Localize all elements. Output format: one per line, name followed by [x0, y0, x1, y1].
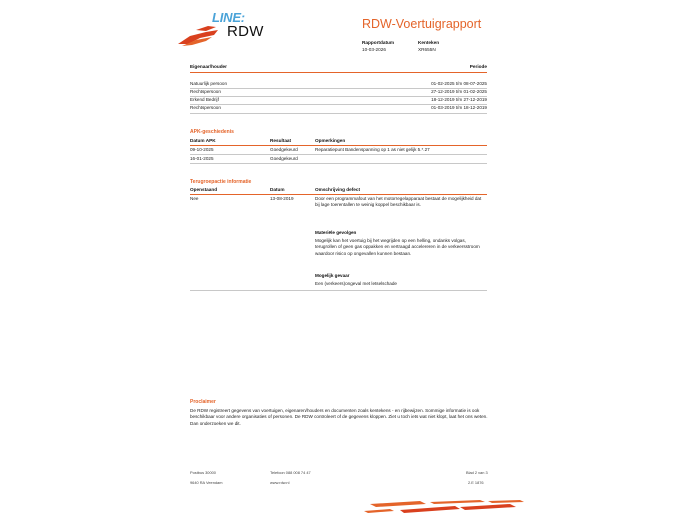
- plate-value: XR655N: [418, 47, 436, 52]
- owner-type: Rechtspersoon: [190, 105, 221, 110]
- owner-type: Rechtspersoon: [190, 89, 221, 94]
- owner-period: 01-02-2025 t/m 08-07-2025: [431, 81, 487, 86]
- apk-date: 09-10-2025: [190, 147, 214, 152]
- apk-section-title: APK-geschiedenis: [190, 129, 234, 135]
- apk-remarks: Reparatiepunt Bandenspanning op 1 as niet gelijk 5.*.27: [315, 147, 430, 152]
- row-divider: [190, 113, 487, 114]
- recall-rule: [190, 194, 487, 195]
- recall-col-open: Openstaand: [190, 187, 218, 192]
- owners-header: [190, 64, 487, 72]
- report-title: RDW-Voertuigrapport: [362, 17, 482, 31]
- apk-col-remarks: Opmerkingen: [315, 138, 346, 143]
- apk-result: Goedgekeurd: [270, 156, 298, 161]
- owner-period: 01-03-2019 t/m 18-12-2019: [431, 105, 487, 110]
- disclaimer-title: Proclaimer: [190, 399, 216, 405]
- recall-description: Door een programmafout van het motorregelapparaat bestaat de mogelijkheid dat bij lage toerentallen te weinig koppel beschikbaar is.: [315, 196, 482, 208]
- recall-open: Nee: [190, 196, 199, 201]
- footer-postbus: Postbus 30000: [190, 470, 216, 475]
- row-divider: [190, 290, 487, 291]
- plate-label: Kenteken: [418, 40, 440, 45]
- recall-col-date: Datum: [270, 187, 285, 192]
- consequence-label: Materiële gevolgen: [315, 230, 357, 235]
- footer-stripes-graphic: [360, 498, 530, 514]
- owners-col-period: Periode: [469, 64, 487, 69]
- disclaimer-text: De RDW registreert gegevens van voertuigen, eigenaren/houders en documenten zoals kentekens - en rijbewijzen. Sommige informatie is ook beschikbaar voor andere organisaties of personen. De RDW controleert of de gegevens kloppen. Ziet u toch iets wat niet klopt, laat het ons weten. Dan onderzoeken we dit.: [190, 408, 488, 426]
- logo-rdw-text: RDW: [227, 23, 264, 40]
- footer-city: 9640 RA Veendam: [190, 480, 223, 485]
- owners-col-owner: Eigenaar/houder: [190, 64, 227, 69]
- footer-page: Blad 2 van 3: [466, 470, 488, 475]
- apk-date: 16-01-2025: [190, 156, 214, 161]
- owner-type: Erkend Bedrijf: [190, 97, 219, 102]
- owner-row: [190, 105, 487, 113]
- footer-code: 2.E 1876: [468, 480, 484, 485]
- report-date-label: Rapportdatum: [362, 40, 395, 45]
- owners-rule: [190, 72, 487, 73]
- owner-type: Natuurlijk persoon: [190, 81, 228, 86]
- row-divider: [190, 154, 487, 155]
- report-date-value: 10-03-2026: [362, 47, 386, 52]
- rdw-logo: [176, 10, 266, 48]
- owner-period: 18-12-2019 t/m 27-12-2019: [431, 97, 487, 102]
- footer-web[interactable]: www.rdw.nl: [270, 480, 290, 485]
- apk-result: Goedgekeurd: [270, 147, 298, 152]
- recall-col-desc: Omschrijving defect: [315, 187, 361, 192]
- owner-period: 27-12-2019 t/m 01-02-2025: [431, 89, 487, 94]
- footer-phone: Telefoon 088 008 74 47: [270, 470, 311, 475]
- row-divider: [190, 163, 487, 164]
- apk-col-result: Resultaat: [270, 138, 292, 143]
- logo-line-text: LINE:: [212, 10, 245, 25]
- logo-swoosh-icon: [176, 24, 220, 48]
- danger-label: Mogelijk gevaar: [315, 273, 350, 278]
- apk-rule: [190, 145, 487, 146]
- recall-date: 13-08-2019: [270, 196, 294, 201]
- consequence-text: Mogelijk kan het voertuig bij het wegrijden op een helling, ondanks volgas, terugrollen of geen gas oppakken en vertraagd accelereren in de verkeersstroom waardoor risico op ongevallen kunnen bestaan.: [315, 238, 480, 256]
- apk-col-date: Datum APK: [190, 138, 216, 143]
- recall-section-title: Terugroepactie informatie: [190, 179, 252, 185]
- danger-text: Een (verkeers)ongeval met letselschade: [315, 281, 397, 286]
